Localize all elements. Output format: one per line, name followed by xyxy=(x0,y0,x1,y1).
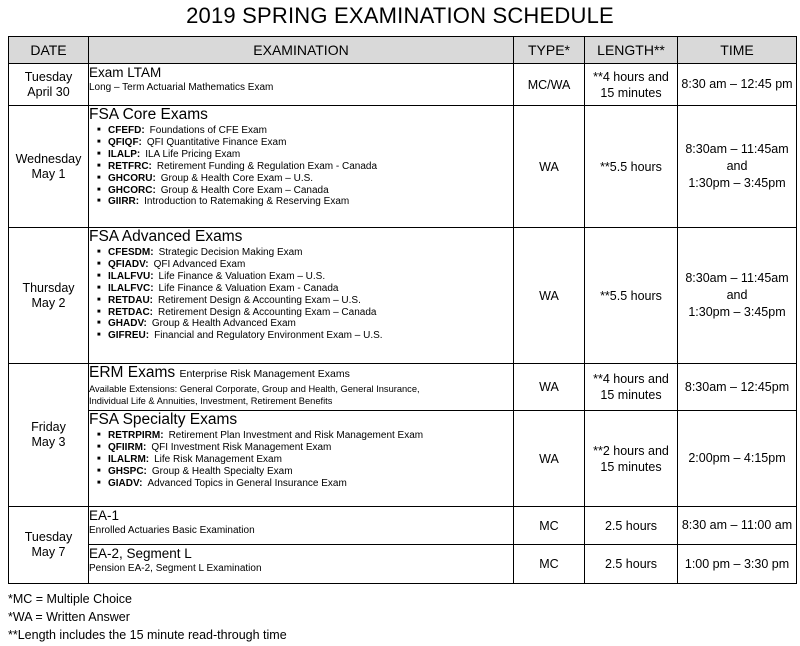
header-length: LENGTH** xyxy=(585,37,678,64)
time-cell: 2:00pm – 4:15pm xyxy=(678,411,797,507)
exam-list xyxy=(89,247,513,342)
length-line: **4 hours and xyxy=(593,372,669,386)
exam-name: EA-2, Segment L xyxy=(89,546,192,561)
exam-cell xyxy=(89,364,514,411)
weekday: Tuesday xyxy=(24,69,73,84)
exam-name: FSA Core Exams xyxy=(89,106,208,123)
table-row xyxy=(9,106,797,228)
time-cell xyxy=(678,106,797,228)
length-cell: 2.5 hours xyxy=(585,507,678,545)
exam-list xyxy=(89,125,513,208)
list-item: ■ CFESDM: Strategic Decision Making Exam xyxy=(89,247,513,259)
length-cell xyxy=(585,364,678,411)
list-item: ■ RETDAC: Retirement Design & Accounting Exam – Canada xyxy=(89,307,513,319)
list-item: ■ RETFRC: Retirement Funding & Regulation Exam - Canada xyxy=(89,161,513,173)
footnote-length: **Length includes the 15 minute read-through time xyxy=(8,628,287,642)
day: May 7 xyxy=(31,545,66,559)
list-item: ■ ILALP: ILA Life Pricing Exam xyxy=(89,149,513,161)
header-type: TYPE* xyxy=(514,37,585,64)
length-cell: **5.5 hours xyxy=(585,106,678,228)
time-cell: 8:30 am – 12:45 pm xyxy=(678,64,797,106)
list-item: ■ CFEFD: Foundations of CFE Exam xyxy=(89,125,513,137)
type-cell: WA xyxy=(514,228,585,364)
time-line: 8:30am – 11:45am xyxy=(685,271,789,285)
time-line: 1:30pm – 3:45pm xyxy=(688,305,786,319)
time-cell: 8:30 am – 11:00 am xyxy=(678,507,797,545)
length-cell xyxy=(585,64,678,106)
exam-cell xyxy=(89,106,514,228)
exam-name: ERM Exams Enterprise Risk Management Exams xyxy=(89,364,350,381)
weekday: Tuesday xyxy=(24,530,73,544)
list-item: ■ GIFREU: Financial and Regulatory Environment Exam – U.S. xyxy=(89,330,513,342)
table-header-row xyxy=(9,37,797,64)
length-line: 15 minutes xyxy=(600,459,662,474)
day: May 2 xyxy=(31,295,66,310)
type-cell: MC xyxy=(514,507,585,545)
type-cell: WA xyxy=(514,364,585,411)
footnote-wa: *WA = Written Answer xyxy=(8,610,130,624)
exam-description: Pension EA-2, Segment L Examination xyxy=(89,563,262,574)
exam-cell xyxy=(89,545,514,584)
table-row xyxy=(9,545,797,584)
date-cell xyxy=(9,364,89,507)
table-row xyxy=(9,228,797,364)
list-item: ■ GHADV: Group & Health Advanced Exam xyxy=(89,318,513,330)
list-item: ■ QFIADV: QFI Advanced Exam xyxy=(89,259,513,271)
list-item: ■ RETRPIRM: Retirement Plan Investment and Risk Management Exam xyxy=(89,430,513,442)
exam-description: Available Extensions: General Corporate, Group and Health, General Insurance, xyxy=(89,384,420,394)
date-cell xyxy=(9,228,89,364)
type-cell: MC/WA xyxy=(514,64,585,106)
date-cell xyxy=(9,64,89,106)
list-item: ■ ILALFVU: Life Finance & Valuation Exam – U.S. xyxy=(89,271,513,283)
table-row xyxy=(9,364,797,411)
table-row xyxy=(9,64,797,106)
list-item: ■ QFIQF: QFI Quantitative Finance Exam xyxy=(89,137,513,149)
date-cell xyxy=(9,507,89,584)
length-line: 15 minutes xyxy=(600,85,662,100)
footnote-mc: *MC = Multiple Choice xyxy=(8,592,133,606)
length-cell xyxy=(585,411,678,507)
exam-cell xyxy=(89,228,514,364)
exam-name: EA-1 xyxy=(89,508,120,523)
time-line: and xyxy=(726,288,748,302)
list-item: ■ GHCORC: Group & Health Core Exam – Canada xyxy=(89,185,513,197)
day: May 3 xyxy=(31,435,66,449)
list-item: ■ GHCORU: Group & Health Core Exam – U.S. xyxy=(89,173,513,185)
table-row xyxy=(9,507,797,545)
length-line: 15 minutes xyxy=(600,388,662,402)
type-cell: MC xyxy=(514,545,585,584)
list-item: ■ RETDAU: Retirement Design & Accounting Exam – U.S. xyxy=(89,295,513,307)
length-cell: 2.5 hours xyxy=(585,545,678,584)
type-cell: WA xyxy=(514,106,585,228)
type-cell: WA xyxy=(514,411,585,507)
day: May 1 xyxy=(31,166,66,181)
time-line: 8:30am – 11:45am xyxy=(685,142,789,156)
header-examination: EXAMINATION xyxy=(89,37,514,64)
exam-description: Individual Life & Annuities, Investment, Retirement Benefits xyxy=(89,396,333,406)
weekday: Thursday xyxy=(22,280,75,295)
date-cell xyxy=(9,106,89,228)
length-line: **2 hours and xyxy=(593,443,669,458)
time-cell xyxy=(678,228,797,364)
exam-schedule-table xyxy=(8,36,797,584)
exam-description: Long – Term Actuarial Mathematics Exam xyxy=(89,82,274,93)
list-item: ■ GIIRR: Introduction to Ratemaking & Reserving Exam xyxy=(89,196,513,208)
length-cell: **5.5 hours xyxy=(585,228,678,364)
exam-cell xyxy=(89,507,514,545)
time-line: 1:30pm – 3:45pm xyxy=(688,176,786,190)
exam-list xyxy=(89,430,513,490)
exam-name: FSA Specialty Exams xyxy=(89,411,238,428)
list-item: ■ QFIIRM: QFI Investment Risk Management Exam xyxy=(89,442,513,454)
time-cell: 8:30am – 12:45pm xyxy=(678,364,797,411)
weekday: Wednesday xyxy=(15,151,82,166)
time-line: and xyxy=(726,159,748,173)
exam-cell xyxy=(89,411,514,507)
exam-name: FSA Advanced Exams xyxy=(89,228,243,245)
header-date: DATE xyxy=(9,37,89,64)
day: April 30 xyxy=(27,84,70,99)
header-time: TIME xyxy=(678,37,797,64)
exam-note: Enterprise Risk Management Exams xyxy=(179,368,350,380)
page-title: 2019 SPRING EXAMINATION SCHEDULE xyxy=(186,3,614,28)
list-item: ■ ILALRM: Life Risk Management Exam xyxy=(89,454,513,466)
exam-cell xyxy=(89,64,514,106)
list-item: ■ GIADV: Advanced Topics in General Insurance Exam xyxy=(89,478,513,490)
list-item: ■ ILALFVC: Life Finance & Valuation Exam - Canada xyxy=(89,283,513,295)
list-item: ■ GHSPC: Group & Health Specialty Exam xyxy=(89,466,513,478)
weekday: Friday xyxy=(31,420,66,434)
length-line: **4 hours and xyxy=(593,69,669,84)
time-cell: 1:00 pm – 3:30 pm xyxy=(678,545,797,584)
exam-name: Exam LTAM xyxy=(89,65,162,80)
exam-description: Enrolled Actuaries Basic Examination xyxy=(89,525,255,536)
table-row xyxy=(9,411,797,507)
